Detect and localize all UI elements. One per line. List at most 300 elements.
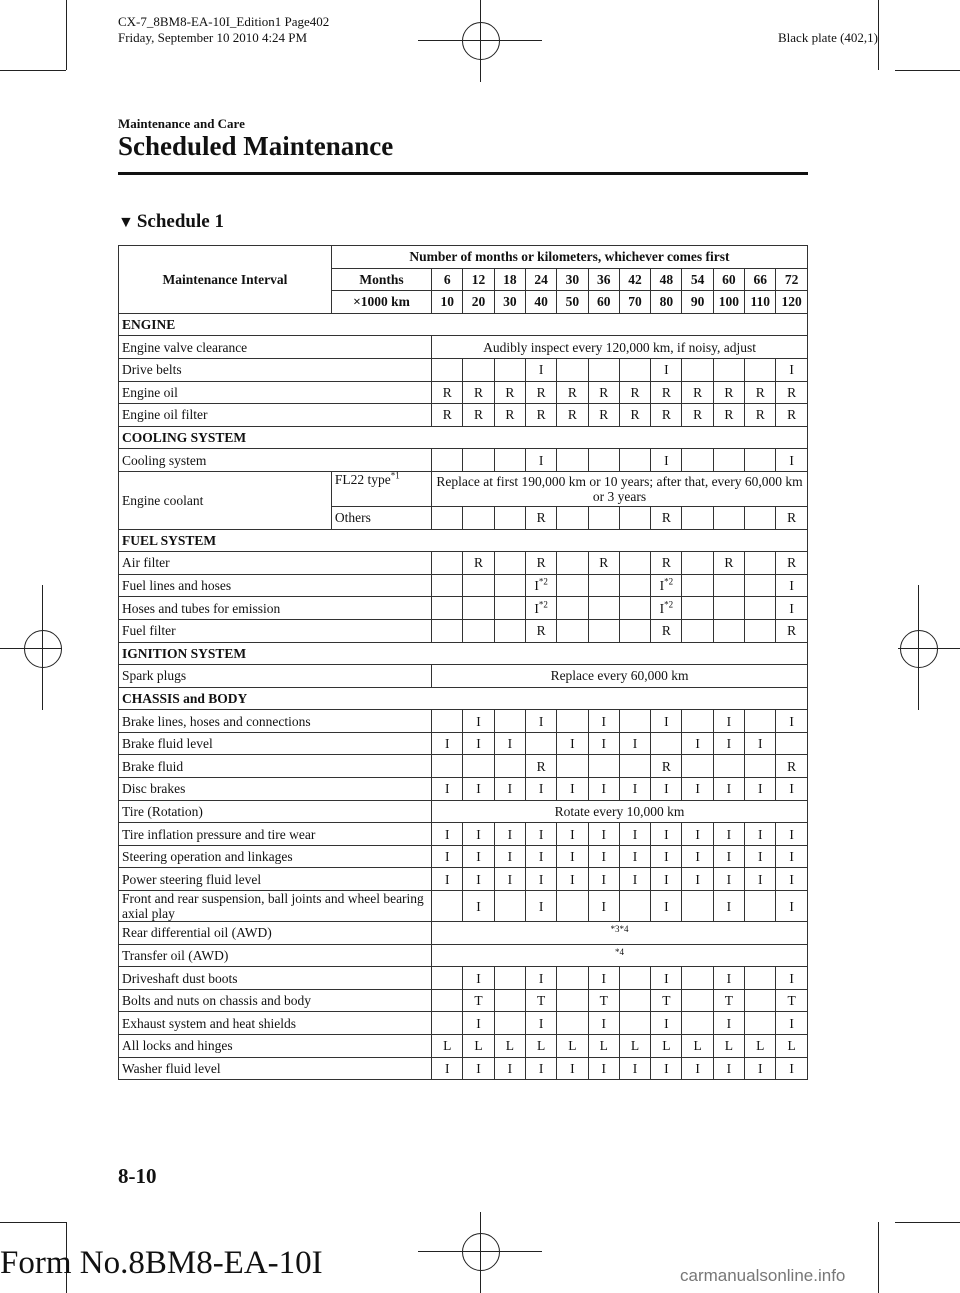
value-cell: I	[776, 710, 808, 733]
value-cell: I	[713, 891, 744, 922]
value-cell: T	[651, 989, 682, 1012]
km-cell: 70	[619, 291, 650, 314]
crop-mark	[895, 70, 960, 71]
registration-circle	[462, 1233, 500, 1271]
span-header: Number of months or kilometers, whichever comes first	[331, 246, 807, 269]
value-cell: R	[651, 404, 682, 427]
value-cell	[494, 755, 525, 778]
item-note: Replace every 60,000 km	[432, 665, 808, 688]
value-cell	[432, 506, 463, 529]
value-cell: I	[525, 1057, 556, 1080]
table-row	[119, 381, 808, 404]
km-cell: 60	[588, 291, 619, 314]
value-cell	[776, 732, 808, 755]
triangle-down-icon: ▼	[118, 214, 134, 231]
value-cell: I	[713, 732, 744, 755]
table-row	[119, 404, 808, 427]
value-cell	[713, 506, 744, 529]
value-cell: I	[682, 732, 713, 755]
value-cell	[682, 891, 713, 922]
value-cell	[432, 449, 463, 472]
item-label: Engine coolant	[119, 471, 332, 529]
value-cell	[432, 597, 463, 620]
value-cell: I	[432, 845, 463, 868]
value-cell: I	[432, 868, 463, 891]
value-cell: I	[713, 967, 744, 990]
item-note: Audibly inspect every 120,000 km, if noisy, adjust	[432, 336, 808, 359]
month-cell: 60	[713, 268, 744, 291]
interval-label: Maintenance Interval	[119, 246, 332, 314]
value-cell: L	[494, 1035, 525, 1058]
value-cell: I	[713, 1012, 744, 1035]
value-cell: R	[682, 381, 713, 404]
value-cell: R	[463, 381, 494, 404]
crop-mark	[878, 0, 879, 70]
value-cell: I	[619, 845, 650, 868]
table-row	[119, 845, 808, 868]
item-label: Front and rear suspension, ball joints and wheel bearing axial play	[119, 891, 432, 922]
value-cell: I	[776, 449, 808, 472]
value-cell: I	[525, 823, 556, 846]
value-cell	[588, 506, 619, 529]
table-row	[119, 868, 808, 891]
maintenance-schedule-table	[118, 245, 808, 1080]
value-cell	[557, 574, 588, 597]
value-cell: R	[776, 552, 808, 575]
value-cell	[619, 597, 650, 620]
value-cell: I	[651, 358, 682, 381]
value-cell	[463, 506, 494, 529]
title-divider	[118, 172, 808, 175]
value-cell	[494, 574, 525, 597]
value-cell	[682, 710, 713, 733]
item-label: Tire inflation pressure and tire wear	[119, 823, 432, 846]
value-cell: I	[776, 967, 808, 990]
value-cell	[432, 989, 463, 1012]
value-cell: I	[682, 778, 713, 801]
value-cell: L	[713, 1035, 744, 1058]
value-cell: I	[776, 358, 808, 381]
value-cell: R	[776, 506, 808, 529]
value-cell: I	[463, 778, 494, 801]
item-label: All locks and hinges	[119, 1035, 432, 1058]
item-label: Engine valve clearance	[119, 336, 432, 359]
value-cell: I	[494, 1057, 525, 1080]
item-label: Driveshaft dust boots	[119, 967, 432, 990]
value-cell: I	[494, 868, 525, 891]
category-ignition: IGNITION SYSTEM	[119, 642, 808, 665]
value-cell: R	[525, 755, 556, 778]
value-cell	[682, 552, 713, 575]
category-engine: ENGINE	[119, 313, 808, 336]
fl22-label: FL22 type$^{*1}$	[331, 471, 431, 506]
value-cell	[651, 732, 682, 755]
value-cell	[745, 597, 776, 620]
page-number: 8-10	[118, 1164, 157, 1188]
km-cell: 100	[713, 291, 744, 314]
value-cell	[682, 989, 713, 1012]
item-label: Power steering fluid level	[119, 868, 432, 891]
value-cell	[432, 1012, 463, 1035]
km-cell: 50	[557, 291, 588, 314]
value-cell	[745, 552, 776, 575]
value-cell	[619, 989, 650, 1012]
value-cell: L	[557, 1035, 588, 1058]
value-cell: I	[494, 845, 525, 868]
value-cell: I	[619, 732, 650, 755]
crop-mark	[878, 1222, 879, 1293]
value-cell	[432, 710, 463, 733]
value-cell	[557, 597, 588, 620]
value-cell: I	[682, 1057, 713, 1080]
value-cell	[588, 597, 619, 620]
value-cell	[745, 989, 776, 1012]
value-cell: I	[557, 732, 588, 755]
km-cell: 110	[745, 291, 776, 314]
value-cell	[494, 358, 525, 381]
value-cell: I	[651, 1012, 682, 1035]
value-cell: I	[525, 358, 556, 381]
value-cell	[745, 891, 776, 922]
value-cell: I	[557, 778, 588, 801]
value-cell: R	[557, 404, 588, 427]
item-label: Hoses and tubes for emission	[119, 597, 432, 620]
value-cell: I	[525, 891, 556, 922]
value-cell: R	[713, 404, 744, 427]
value-cell: R	[651, 552, 682, 575]
value-cell: T	[713, 989, 744, 1012]
value-cell: I	[432, 823, 463, 846]
value-cell: I	[525, 868, 556, 891]
value-cell: I	[745, 845, 776, 868]
value-cell	[494, 891, 525, 922]
value-cell: R	[713, 381, 744, 404]
value-cell: L	[651, 1035, 682, 1058]
crop-mark	[0, 70, 66, 71]
value-cell: R	[557, 381, 588, 404]
value-cell: I	[713, 868, 744, 891]
value-cell: I	[432, 1057, 463, 1080]
value-cell: R	[525, 619, 556, 642]
item-label: Air filter	[119, 552, 432, 575]
value-cell: $I^{*2}$	[525, 574, 556, 597]
value-cell	[494, 710, 525, 733]
value-cell: I	[682, 823, 713, 846]
value-cell: I	[463, 823, 494, 846]
table-row	[119, 755, 808, 778]
item-label: Transfer oil (AWD)	[119, 944, 432, 967]
value-cell	[619, 1012, 650, 1035]
value-cell	[463, 619, 494, 642]
month-cell: 66	[745, 268, 776, 291]
value-cell: I	[432, 778, 463, 801]
value-cell	[619, 967, 650, 990]
value-cell: R	[588, 552, 619, 575]
item-label: Others	[331, 506, 431, 529]
value-cell: L	[525, 1035, 556, 1058]
value-cell	[619, 552, 650, 575]
table-row	[119, 471, 808, 506]
value-cell: I	[713, 778, 744, 801]
value-cell	[619, 755, 650, 778]
table-row	[119, 967, 808, 990]
value-cell: L	[776, 1035, 808, 1058]
value-cell: T	[588, 989, 619, 1012]
item-note: *4	[432, 944, 808, 967]
value-cell: I	[619, 823, 650, 846]
value-cell: I	[588, 823, 619, 846]
value-cell: R	[745, 404, 776, 427]
item-label: Bolts and nuts on chassis and body	[119, 989, 432, 1012]
value-cell: R	[745, 381, 776, 404]
value-cell: R	[494, 381, 525, 404]
item-label: Brake fluid level	[119, 732, 432, 755]
value-cell: I	[682, 868, 713, 891]
month-cell: 18	[494, 268, 525, 291]
value-cell: R	[494, 404, 525, 427]
value-cell	[494, 597, 525, 620]
value-cell: $I^{*2}$	[651, 574, 682, 597]
value-cell: T	[463, 989, 494, 1012]
value-cell: I	[776, 778, 808, 801]
value-cell: I	[776, 845, 808, 868]
table-row	[119, 823, 808, 846]
value-cell: I	[494, 823, 525, 846]
value-cell	[557, 891, 588, 922]
value-cell: R	[619, 381, 650, 404]
value-cell: L	[745, 1035, 776, 1058]
value-cell: R	[525, 404, 556, 427]
value-cell	[745, 755, 776, 778]
value-cell: I	[651, 868, 682, 891]
value-cell: I	[588, 868, 619, 891]
value-cell	[745, 574, 776, 597]
value-cell	[745, 619, 776, 642]
value-cell: I	[557, 868, 588, 891]
value-cell: R	[776, 404, 808, 427]
item-label: Washer fluid level	[119, 1057, 432, 1080]
print-header	[118, 14, 329, 46]
value-cell	[432, 967, 463, 990]
month-cell: 48	[651, 268, 682, 291]
plate-label: Black plate (402,1)	[778, 30, 878, 45]
value-cell	[494, 967, 525, 990]
value-cell	[619, 710, 650, 733]
value-cell: I	[713, 710, 744, 733]
value-cell: R	[463, 404, 494, 427]
value-cell	[588, 619, 619, 642]
value-cell	[494, 989, 525, 1012]
km-cell: 80	[651, 291, 682, 314]
value-cell: I	[713, 1057, 744, 1080]
table-row	[119, 989, 808, 1012]
value-cell: I	[651, 967, 682, 990]
value-cell: I	[463, 967, 494, 990]
month-cell: 54	[682, 268, 713, 291]
table-row	[119, 1035, 808, 1058]
item-label: Engine oil	[119, 381, 432, 404]
table-row	[119, 778, 808, 801]
km-cell: 90	[682, 291, 713, 314]
value-cell: I	[432, 732, 463, 755]
value-cell: T	[525, 989, 556, 1012]
print-date-line: Friday, September 10 2010 4:24 PM	[118, 30, 308, 45]
value-cell: R	[619, 404, 650, 427]
value-cell	[557, 755, 588, 778]
km-cell: 30	[494, 291, 525, 314]
value-cell	[557, 449, 588, 472]
value-cell: I	[745, 823, 776, 846]
value-cell	[557, 552, 588, 575]
value-cell: I	[651, 1057, 682, 1080]
value-cell: I	[776, 1057, 808, 1080]
value-cell	[463, 597, 494, 620]
value-cell	[682, 597, 713, 620]
value-cell	[432, 358, 463, 381]
category-chassis: CHASSIS and BODY	[119, 687, 808, 710]
item-label: Brake fluid	[119, 755, 432, 778]
value-cell	[588, 755, 619, 778]
schedule-heading	[118, 211, 224, 233]
value-cell	[682, 619, 713, 642]
value-cell	[682, 755, 713, 778]
watermark: carmanualsonline.info	[680, 1266, 846, 1285]
schedule-title: Schedule 1	[136, 211, 224, 232]
value-cell	[557, 358, 588, 381]
value-cell	[682, 358, 713, 381]
value-cell: R	[651, 619, 682, 642]
value-cell: I	[776, 1012, 808, 1035]
crop-mark	[0, 1222, 66, 1223]
value-cell	[588, 358, 619, 381]
section-heading: Maintenance and Care	[118, 116, 245, 131]
value-cell: I	[525, 710, 556, 733]
table-row	[119, 710, 808, 733]
value-cell	[619, 891, 650, 922]
value-cell	[619, 619, 650, 642]
value-cell: I	[463, 868, 494, 891]
value-cell: I	[651, 823, 682, 846]
value-cell	[494, 506, 525, 529]
value-cell: I	[525, 1012, 556, 1035]
value-cell	[682, 574, 713, 597]
value-cell	[745, 1012, 776, 1035]
item-label: Spark plugs	[119, 665, 432, 688]
value-cell	[494, 552, 525, 575]
value-cell: I	[713, 845, 744, 868]
item-label: Brake lines, hoses and connections	[119, 710, 432, 733]
crop-mark	[66, 0, 67, 70]
item-note: *3*4	[432, 922, 808, 945]
value-cell: I	[588, 1012, 619, 1035]
km-label: ×1000 km	[331, 291, 431, 314]
value-cell	[713, 597, 744, 620]
value-cell	[432, 755, 463, 778]
value-cell	[682, 506, 713, 529]
month-cell: 36	[588, 268, 619, 291]
value-cell: R	[525, 552, 556, 575]
value-cell	[494, 1012, 525, 1035]
item-label: Steering operation and linkages	[119, 845, 432, 868]
value-cell: I	[651, 449, 682, 472]
value-cell: I	[588, 778, 619, 801]
value-cell	[588, 449, 619, 472]
value-cell: I	[745, 732, 776, 755]
value-cell	[557, 619, 588, 642]
value-cell: I	[463, 732, 494, 755]
item-label: Drive belts	[119, 358, 432, 381]
value-cell: I	[525, 449, 556, 472]
value-cell	[682, 449, 713, 472]
value-cell: I	[463, 1012, 494, 1035]
value-cell: R	[432, 381, 463, 404]
km-cell: 120	[776, 291, 808, 314]
value-cell: I	[588, 1057, 619, 1080]
table-row	[119, 597, 808, 620]
print-file-line: CX-7_8BM8-EA-10I_Edition1 Page402	[118, 14, 330, 29]
table-row	[119, 336, 808, 359]
value-cell	[463, 358, 494, 381]
month-cell: 24	[525, 268, 556, 291]
table-row	[119, 619, 808, 642]
value-cell	[619, 574, 650, 597]
value-cell: I	[494, 732, 525, 755]
value-cell	[588, 574, 619, 597]
value-cell	[713, 358, 744, 381]
value-cell: I	[745, 778, 776, 801]
value-cell: L	[463, 1035, 494, 1058]
item-label: Fuel lines and hoses	[119, 574, 432, 597]
table-row	[119, 891, 808, 922]
value-cell	[432, 552, 463, 575]
registration-circle	[462, 22, 500, 60]
table-row	[119, 922, 808, 945]
value-cell: R	[588, 381, 619, 404]
value-cell: R	[651, 506, 682, 529]
value-cell	[745, 358, 776, 381]
value-cell: I	[745, 1057, 776, 1080]
value-cell: L	[619, 1035, 650, 1058]
value-cell	[463, 574, 494, 597]
table-row	[119, 944, 808, 967]
category-cooling: COOLING SYSTEM	[119, 426, 808, 449]
value-cell: I	[619, 1057, 650, 1080]
value-cell	[682, 1012, 713, 1035]
value-cell: I	[463, 1057, 494, 1080]
value-cell: R	[776, 755, 808, 778]
value-cell: L	[432, 1035, 463, 1058]
value-cell: $I^{*2}$	[525, 597, 556, 620]
item-label: Cooling system	[119, 449, 432, 472]
km-cell: 20	[463, 291, 494, 314]
value-cell	[557, 967, 588, 990]
value-cell: I	[745, 868, 776, 891]
value-cell: R	[525, 506, 556, 529]
value-cell: I	[525, 778, 556, 801]
value-cell	[713, 574, 744, 597]
month-cell: 72	[776, 268, 808, 291]
value-cell	[557, 989, 588, 1012]
value-cell	[463, 449, 494, 472]
value-cell	[745, 506, 776, 529]
value-cell: I	[776, 574, 808, 597]
value-cell: I	[588, 845, 619, 868]
value-cell	[494, 619, 525, 642]
months-label: Months	[331, 268, 431, 291]
table-row	[119, 552, 808, 575]
table-row	[119, 574, 808, 597]
month-cell: 6	[432, 268, 463, 291]
